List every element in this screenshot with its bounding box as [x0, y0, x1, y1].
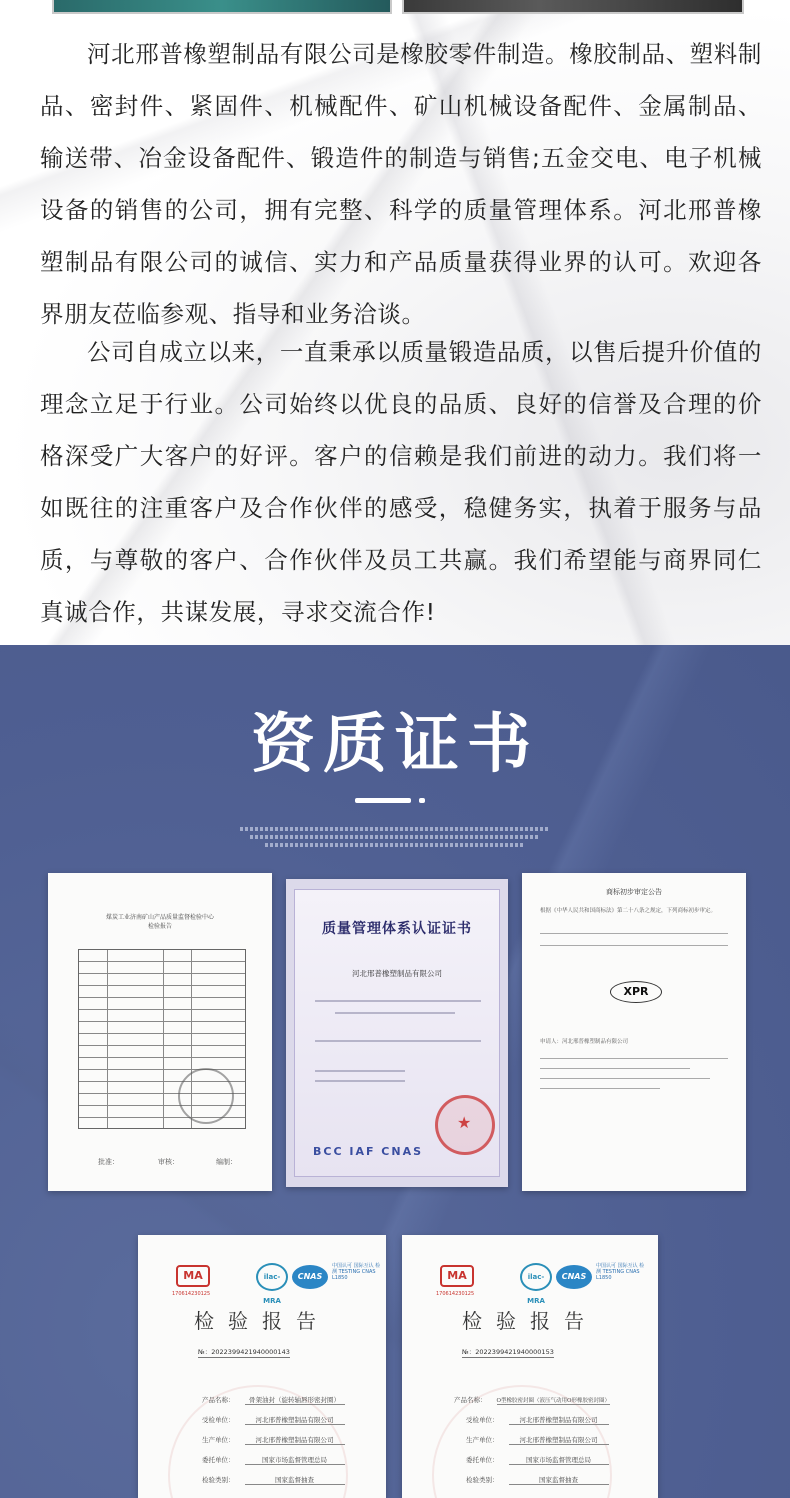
- seal-stamp-icon: [178, 1068, 234, 1124]
- signer-label: 编制：: [216, 1158, 237, 1166]
- card1-header: 煤炭工业济南矿山产品质量监督检验中心 检验报告: [105, 914, 214, 930]
- report-title: 检验报告: [462, 1309, 598, 1333]
- cma-number: 170614230125: [172, 1291, 211, 1297]
- certificates-title: 资质证书: [251, 708, 539, 782]
- cma-logo: MA: [176, 1265, 210, 1287]
- intro-paragraph-2: 公司自成立以来，一直秉承以质量锻造品质，以售后提升价值的理念立足于行业。公司始终以优良的品质、良好的信誉及合理的价格深受广大客户的好评。客户的信赖是我们前进的动力。我们将一如既往的注重客户及合作伙伴的感受，稳健务实，执着于服务与品质，与尊敬的客户、合作伙伴及员工共赢。我们希望能与商界同仁真诚合作，共谋发展，寻求交流合作!: [40, 338, 762, 626]
- star-icon: ★: [457, 1113, 472, 1132]
- trademark-applicant: 申请人：河北邢普橡塑制品有限公司: [540, 1039, 629, 1045]
- cnas-logo: CNAS: [292, 1265, 328, 1289]
- report-number: №：2022399421940000153: [462, 1348, 554, 1356]
- cma-number: 170614230125: [436, 1291, 475, 1297]
- trademark-title: 商标初步审定公告: [606, 888, 662, 896]
- top-photo-right: [402, 0, 744, 14]
- report-field: 检验类别： 国家监督抽查: [466, 1475, 609, 1485]
- report-field: 委托单位： 国家市场监督管理总局: [466, 1455, 609, 1465]
- title-underline: [355, 798, 411, 803]
- company-intro-section: [0, 0, 790, 645]
- intro-paragraph-1: 河北邢普橡塑制品有限公司是橡胶零件制造。橡胶制品、塑料制品、密封件、紧固件、机械配件、矿山机械设备配件、金属制品、输送带、冶金设备配件、锻造件的制造与销售;五金交电、电子机械设备的销售的公司，拥有完整、科学的质量管理体系。河北邢普橡塑制品有限公司的诚信、实力和产品质量获得业界的认可。欢迎各界朋友莅临参观、指导和业务洽谈。: [40, 40, 762, 328]
- signer-label: 批准：: [98, 1158, 119, 1166]
- certificate-test-report-card-2[interactable]: [402, 1235, 658, 1498]
- iso-company-name: 河北邢普橡塑制品有限公司: [352, 969, 442, 978]
- iso-certificate-body: [294, 889, 500, 1177]
- report-number: №：2022399421940000143: [198, 1348, 290, 1356]
- trademark-logo: XPR: [610, 981, 662, 1003]
- decorative-line: [250, 835, 540, 839]
- certificates-section: [0, 645, 790, 1498]
- certificate-iso-card[interactable]: [286, 879, 508, 1187]
- report-title: 检验报告: [194, 1309, 330, 1333]
- accreditation-logos: BCC IAF CNAS: [313, 1145, 424, 1158]
- signer-label: 审核：: [158, 1158, 179, 1166]
- cnas-logo: CNAS: [556, 1265, 592, 1289]
- decorative-line: [265, 843, 525, 847]
- certificate-inspection-report-card[interactable]: [48, 873, 272, 1191]
- certificate-test-report-card-1[interactable]: [138, 1235, 386, 1498]
- report-field: 生产单位： 河北邢普橡塑制品有限公司: [466, 1435, 609, 1445]
- report-field: 产品名称： O型橡胶密封圈（液压气动用O形橡胶密封圈）: [454, 1396, 611, 1404]
- report-field: 生产单位： 河北邢普橡塑制品有限公司: [202, 1435, 345, 1445]
- top-photo-left: [52, 0, 392, 14]
- cnas-text: 中国认可 国际互认 检测 TESTING CNAS L1850: [596, 1263, 645, 1281]
- report-field: 受检单位： 河北邢普橡塑制品有限公司: [466, 1415, 609, 1425]
- report-field: 委托单位： 国家市场监督管理总局: [202, 1455, 345, 1465]
- report-field: 检验类别： 国家监督抽查: [202, 1475, 345, 1485]
- title-underline-dot: [419, 798, 425, 803]
- cnas-text: 中国认可 国际互认 检测 TESTING CNAS L1850: [332, 1263, 381, 1281]
- ilac-mra-logo: ilac-MRA: [520, 1263, 552, 1291]
- iso-certificate-title: 质量管理体系认证证书: [322, 921, 472, 937]
- cma-logo: MA: [440, 1265, 474, 1287]
- report-field: 受检单位： 河北邢普橡塑制品有限公司: [202, 1415, 345, 1425]
- trademark-text: 根据《中华人民共和国商标法》第二十八条之规定，下列商标初步审定。: [540, 908, 717, 914]
- report-field: 产品名称： 骨架油封（旋转轴唇形密封圈）: [202, 1395, 345, 1405]
- decorative-line: [240, 827, 550, 831]
- certificate-trademark-card[interactable]: [522, 873, 746, 1191]
- ilac-mra-logo: ilac-MRA: [256, 1263, 288, 1291]
